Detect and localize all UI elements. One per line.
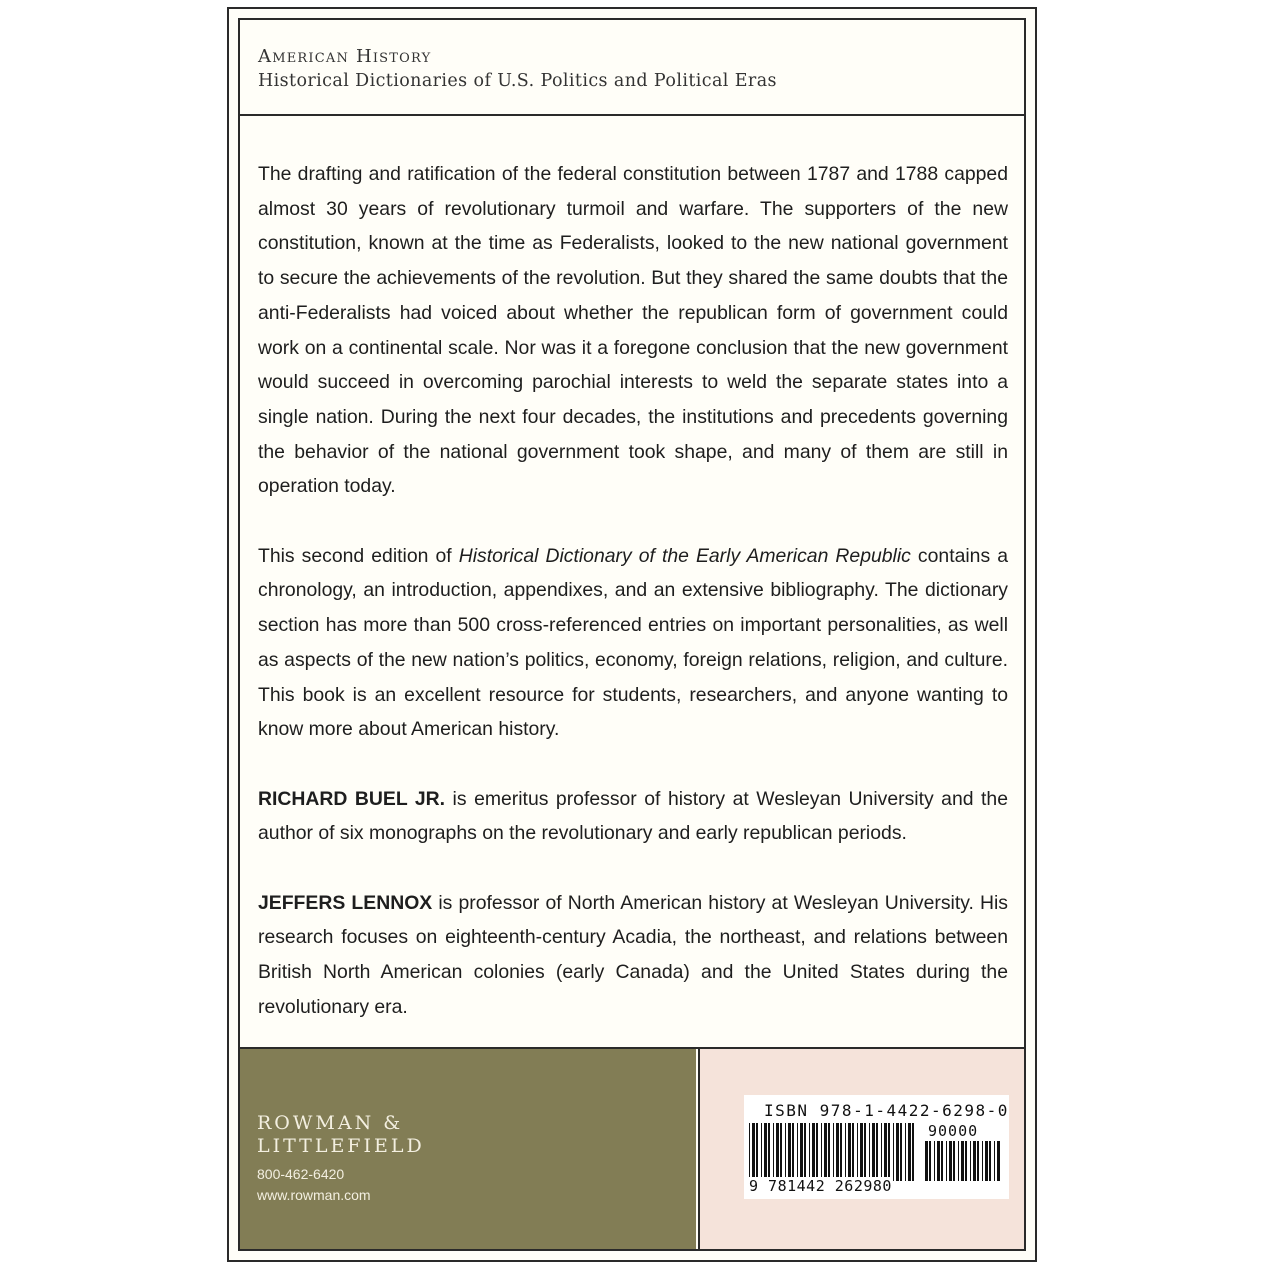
cover-footer xyxy=(240,1047,1024,1249)
barcode-bar xyxy=(764,1123,767,1181)
barcode-bar xyxy=(982,1141,983,1181)
author1-name: RICHARD BUEL JR. xyxy=(258,787,446,810)
barcode-bar xyxy=(752,1123,755,1181)
barcode-bar xyxy=(824,1123,827,1181)
barcode-bar xyxy=(994,1141,995,1181)
author-bio-1 xyxy=(258,782,1008,851)
barcode-bar xyxy=(888,1123,890,1181)
barcode-bar xyxy=(860,1123,863,1181)
book-description xyxy=(258,157,1008,1059)
isbn-label: ISBN 978-1-4422-6298-0 xyxy=(764,1101,1009,1120)
publisher-logo xyxy=(257,1112,425,1158)
barcode-bar xyxy=(977,1141,979,1181)
series-title: American History xyxy=(258,46,432,67)
description-paragraph-1: The drafting and ratification of the federal constitution between 1787 and 1788 capped almost 30 years of revolutionary turmoil and warfare. The supporters of the new constitution, known at the time as Federalists, looked to the new national government to secure the achievements of the revolution. But they shared the same doubts that the anti-Federalists had voiced about whether the republican form of government could work on a continental scale. Nor was it a foregone conclusion that the new government would succeed in overcoming parochial interests to weld the separate states into a single nation. During the next four decades, the institutions and precedents governing the behavior of the national government took shape, and many of them are still in operation today. xyxy=(258,163,1008,498)
barcode-bar xyxy=(949,1141,952,1181)
series-header xyxy=(240,20,1024,116)
barcode-bar xyxy=(900,1123,902,1181)
inner-frame xyxy=(238,18,1026,1251)
barcode-bar xyxy=(884,1123,887,1181)
barcode-bar xyxy=(821,1123,822,1181)
book-title: Historical Dictionary of the Early American Republic xyxy=(458,544,911,567)
barcode-bar xyxy=(756,1123,758,1181)
author1-bio: is emeritus professor of history at Wesleyan University and the author of six monographs on the revolutionary and early republican periods. xyxy=(258,787,1008,845)
barcode-bar xyxy=(872,1123,875,1181)
publisher-panel xyxy=(240,1049,696,1249)
barcode-bar xyxy=(953,1141,955,1181)
barcode-bar xyxy=(848,1123,851,1181)
barcode-bar xyxy=(864,1123,866,1181)
barcode-bar xyxy=(997,1141,1000,1181)
author2-name: JEFFERS LENNOX xyxy=(258,891,433,914)
barcode-bar xyxy=(908,1123,911,1181)
barcode-bar xyxy=(970,1141,971,1181)
barcode-bar xyxy=(804,1123,806,1181)
barcode-bar xyxy=(773,1123,774,1181)
series-subtitle: Historical Dictionaries of U.S. Politics and Political Eras xyxy=(258,71,777,91)
publisher-website: www.rowman.com xyxy=(257,1187,371,1203)
barcode-bar xyxy=(876,1123,878,1181)
barcode-bar xyxy=(961,1141,964,1181)
author2-bio: is professor of North American history at Wesleyan University. His research focuses on eighteenth-century Acadia, the northeast, and relations between British North American colonies (early Canada) and the United States during the revolutionary era. xyxy=(258,891,1008,1018)
barcode-bar xyxy=(816,1123,818,1181)
barcode-bar xyxy=(780,1123,782,1181)
barcode-bar xyxy=(788,1123,791,1181)
barcode-bar xyxy=(946,1141,947,1181)
para2-rest: contains a chronology, an introduction, appendixes, and an extensive bibliography. The dictionary section has more than 500 cross-referenced entries on important personalities, as well as aspects of the new nation’s politics, economy, foreign relations, religion, and culture. This book is an excellent resource for students, researchers, and anyone wanting to know more about American history. xyxy=(258,544,1008,741)
barcode-addon-bars-icon xyxy=(924,1141,1002,1181)
barcode-bar xyxy=(973,1141,976,1181)
book-back-cover xyxy=(227,7,1037,1262)
barcode-bar xyxy=(852,1123,854,1181)
barcode-bar xyxy=(800,1123,803,1181)
publisher-phone: 800-462-6420 xyxy=(257,1166,345,1182)
barcode-bar xyxy=(937,1141,940,1181)
barcode-bar xyxy=(958,1141,959,1181)
barcode-bar xyxy=(989,1141,991,1181)
barcode-bar xyxy=(768,1123,770,1181)
barcode-bar xyxy=(965,1141,967,1181)
barcode-bar xyxy=(845,1123,846,1181)
barcode-bar xyxy=(836,1123,839,1181)
publisher-name-line1: ROWMAN & xyxy=(257,1112,404,1134)
barcode xyxy=(744,1095,1009,1199)
barcode-bar xyxy=(925,1141,928,1181)
barcode-bar xyxy=(833,1123,834,1181)
barcode-bar xyxy=(985,1141,988,1181)
barcode-addon-code: 90000 xyxy=(928,1122,979,1140)
description-paragraph-2 xyxy=(258,539,1008,747)
barcode-bar xyxy=(809,1123,810,1181)
barcode-bar xyxy=(934,1141,935,1181)
barcode-bar xyxy=(869,1123,870,1181)
barcode-bar xyxy=(812,1123,815,1181)
author-bio-2 xyxy=(258,886,1008,1025)
barcode-bar xyxy=(761,1123,762,1181)
barcode-bar xyxy=(912,1123,914,1181)
barcode-bar xyxy=(881,1123,882,1181)
barcode-bar xyxy=(941,1141,943,1181)
barcode-bar xyxy=(797,1123,798,1181)
publisher-name-line2: LITTLEFIELD xyxy=(257,1135,425,1157)
barcode-bar xyxy=(792,1123,794,1181)
barcode-panel xyxy=(698,1049,1024,1249)
barcode-bar xyxy=(749,1123,750,1181)
barcode-bar xyxy=(828,1123,830,1181)
barcode-bar xyxy=(857,1123,858,1181)
barcode-bar xyxy=(785,1123,786,1181)
barcode-bar xyxy=(840,1123,842,1181)
barcode-bar xyxy=(905,1123,906,1181)
barcode-bar xyxy=(893,1123,894,1181)
barcode-bar xyxy=(929,1141,931,1181)
barcode-bar xyxy=(776,1123,779,1181)
barcode-bars-icon xyxy=(748,1123,916,1181)
barcode-digits: 9 781442 262980 xyxy=(749,1177,892,1195)
para2-prefix: This second edition of xyxy=(258,544,459,567)
barcode-bar xyxy=(896,1123,899,1181)
